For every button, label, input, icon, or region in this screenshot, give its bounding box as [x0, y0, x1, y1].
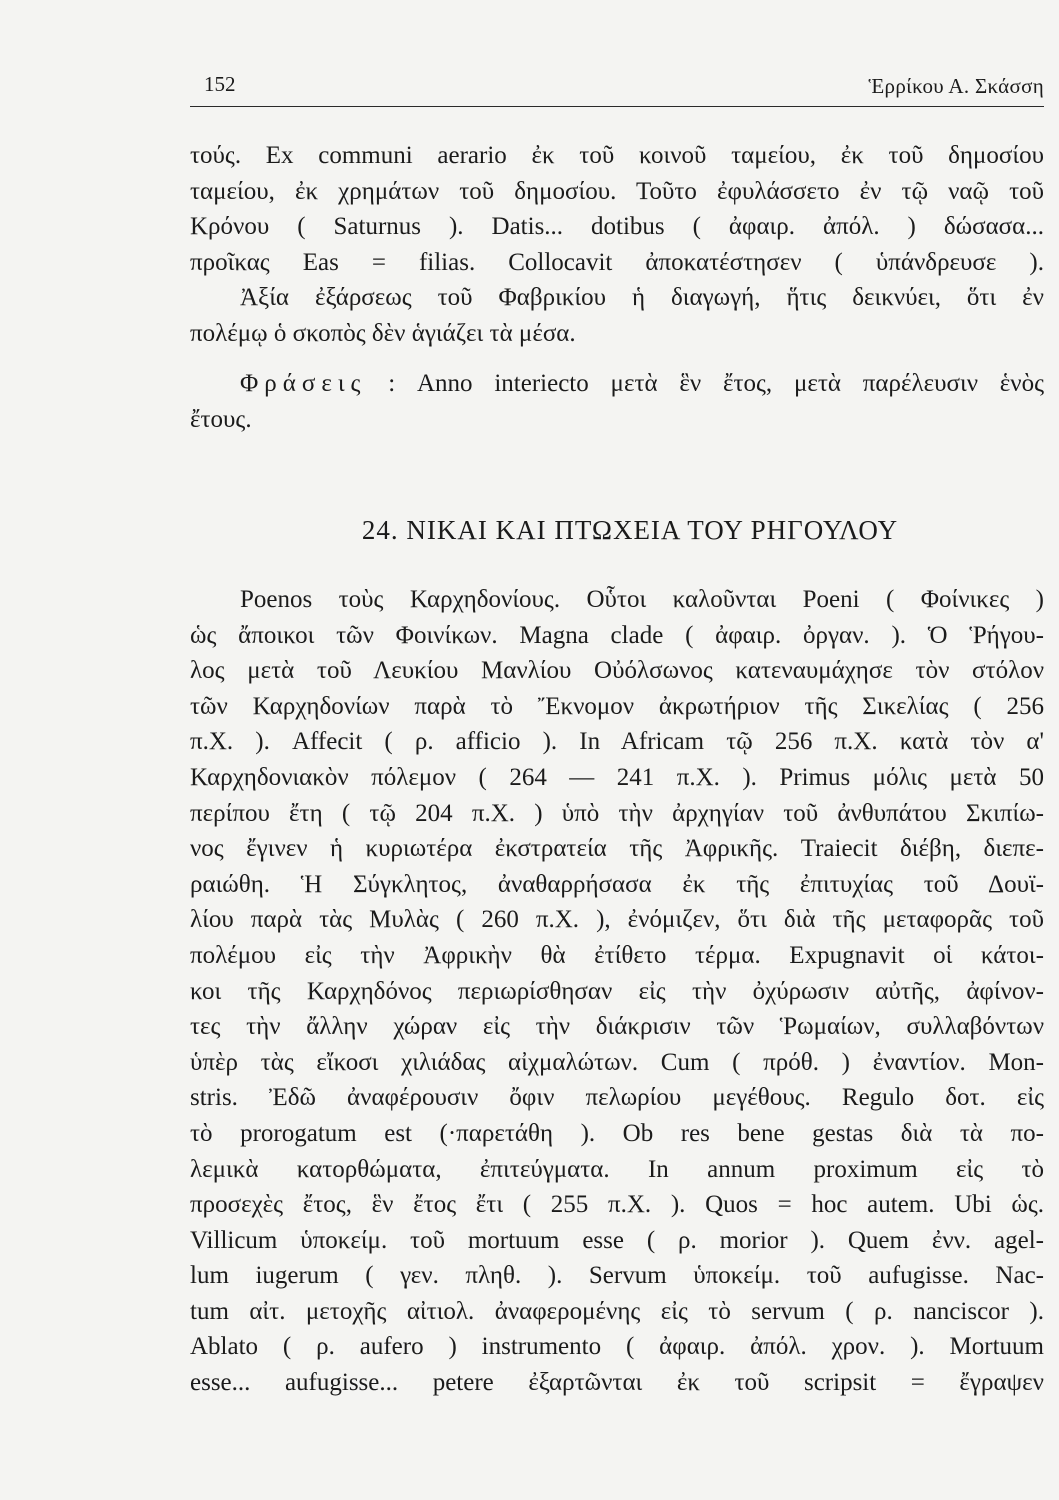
text-line: πολέμῳ ὁ σκοπὸς δὲν ἁγιάζει τὰ μέσα.	[190, 319, 576, 347]
phrases-paragraph	[190, 366, 1044, 437]
text-line: λεμικὰ κατορθώματα, ἐπιτεύγματα. In annum proximum εἰς τὸ	[190, 1155, 1044, 1183]
text-line: τῶν Καρχηδονίων παρὰ τὸ Ἔκνομον ἀκρωτήριον τῆς Σικελίας ( 256	[190, 692, 1044, 720]
text-line: λίου παρὰ τὰς Μυλὰς ( 260 π.Χ. ), ἐνόμιζεν, ὅτι διὰ τῆς μεταφορᾶς τοῦ	[190, 906, 1044, 934]
text-line: ὑπὲρ τὰς εἴκοσι χιλιάδας αἰχμαλώτων. Cum ( πρόθ. ) ἐναντίον. Mon-	[190, 1048, 1044, 1076]
text-line: ραιώθη. Ἡ Σύγκλητος, ἀναθαρρήσασα ἐκ τῆς ἐπιτυχίας τοῦ Δουϊ-	[190, 870, 1044, 898]
text-line: τούς. Ex communi aerario ἐκ τοῦ κοινοῦ ταμείου, ἐκ τοῦ δημοσίου	[190, 142, 1044, 169]
text-line: τες τὴν ἄλλην χώραν εἰς τὴν διάκρισιν τῶν Ῥωμαίων, συλλαβόντων	[190, 1013, 1044, 1041]
running-head: Ἑρρίκου Α. Σκάσση	[868, 74, 1044, 98]
text-line: tum αἰτ. μετοχῆς αἰτιολ. ἀναφερομένης εἰς τὸ servum ( ρ. nanciscor ).	[190, 1297, 1044, 1325]
text-line: ἔτους.	[190, 405, 252, 433]
text-line: λος μετὰ τοῦ Λευκίου Μανλίου Οὐόλσωνος κατεναυμάχησε τὸν στόλον	[190, 657, 1044, 685]
text-line: Καρχηδονιακὸν πόλεμον ( 264 — 241 π.Χ. ). Primus μόλις μετὰ 50	[190, 763, 1044, 791]
text-line: lum iugerum ( γεν. πληθ. ). Servum ὑποκείμ. τοῦ aufugisse. Nac-	[190, 1262, 1044, 1290]
header-rule	[190, 106, 1044, 107]
phrases-separator: :	[388, 370, 396, 397]
text-line: Ἀξία ἐξάρσεως τοῦ Φαβρικίου ἡ διαγωγή, ἥτις δεικνύει, ὅτι ἐν	[240, 284, 1044, 312]
text-line: πολέμου εἰς τὴν Ἀφρικὴν θὰ ἐτίθετο τέρμα. Expugnavit οἱ κάτοι-	[190, 941, 1044, 969]
text-line: κοι τῆς Καρχηδόνος περιωρίσθησαν εἰς τὴν ὀχύρωσιν αὐτῆς, ἀφίνον-	[190, 977, 1044, 1005]
phrases-text: Anno interiecto μετὰ ἓν ἔτος, μετὰ παρέλευσιν ἑνὸς	[417, 370, 1044, 397]
text-line: Ablato ( ρ. aufero ) instrumento ( ἀφαιρ. ἀπόλ. χρον. ). Mortuum	[190, 1333, 1044, 1361]
paragraph-commentary-2	[190, 582, 1044, 1401]
text-line: προσεχὲς ἔτος, ἓν ἔτος ἔτι ( 255 π.Χ. ). Quos = hoc autem. Ubi ὡς.	[190, 1191, 1044, 1219]
phrases-line	[190, 366, 1044, 402]
text-line: περίπου ἔτη ( τῷ 204 π.Χ. ) ὑπὸ τὴν ἀρχηγίαν τοῦ ἀνθυπάτου Σκιπίω-	[190, 799, 1044, 827]
text-line: τὸ prorogatum est (·παρετάθη ). Ob res bene gestas διὰ τὰ πο-	[190, 1119, 1044, 1147]
paragraph-commentary-1	[190, 138, 1044, 352]
page-header	[190, 72, 1044, 106]
text-line: esse... aufugisse... petere ἐξαρτῶνται ἐκ τοῦ scripsit = ἔγραψεν	[190, 1369, 1044, 1397]
section-heading: 24. ΝΙΚΑΙ ΚΑΙ ΠΤΩΧΕΙΑ ΤΟΥ ΡΗΓΟΥΛΟΥ	[361, 515, 899, 545]
text-line: προῖκας Eas = filias. Collocavit ἀποκατέστησεν ( ὑπάνδρευσε ).	[190, 248, 1044, 276]
text-line: Κρόνου ( Saturnus ). Datis... dotibus ( ἀφαιρ. ἀπόλ. ) δώσασα...	[190, 213, 1044, 241]
phrases-label: Φράσεις	[240, 370, 367, 397]
text-line: stris. Ἐδῶ ἀναφέρουσιν ὄφιν πελωρίου μεγέθους. Regulo δοτ. εἰς	[190, 1084, 1044, 1112]
text-line: ταμείου, ἐκ χρημάτων τοῦ δημοσίου. Τοῦτο ἐφυλάσσετο ἐν τῷ ναῷ τοῦ	[190, 177, 1044, 205]
text-line: Villicum ὑποκείμ. τοῦ mortuum esse ( ρ. morior ). Quem ἐνν. agel-	[190, 1226, 1044, 1254]
text-line: νος ἔγινεν ἡ κυριωτέρα ἐκστρατεία τῆς Ἀφρικῆς. Traiecit διέβη, διεπε-	[190, 835, 1044, 863]
page-number: 152	[204, 72, 236, 96]
text-line: π.Χ. ). Affecit ( ρ. afficio ). In Africam τῷ 256 π.Χ. κατὰ τὸν α'	[190, 728, 1044, 756]
text-line: ὡς ἄποικοι τῶν Φοινίκων. Magna clade ( ἀφαιρ. ὀργαν. ). Ὁ Ῥήγου-	[190, 621, 1044, 649]
text-line: Poenos τοὺς Καρχηδονίους. Οὗτοι καλοῦνται Poeni ( Φοίνικες )	[240, 586, 1044, 613]
